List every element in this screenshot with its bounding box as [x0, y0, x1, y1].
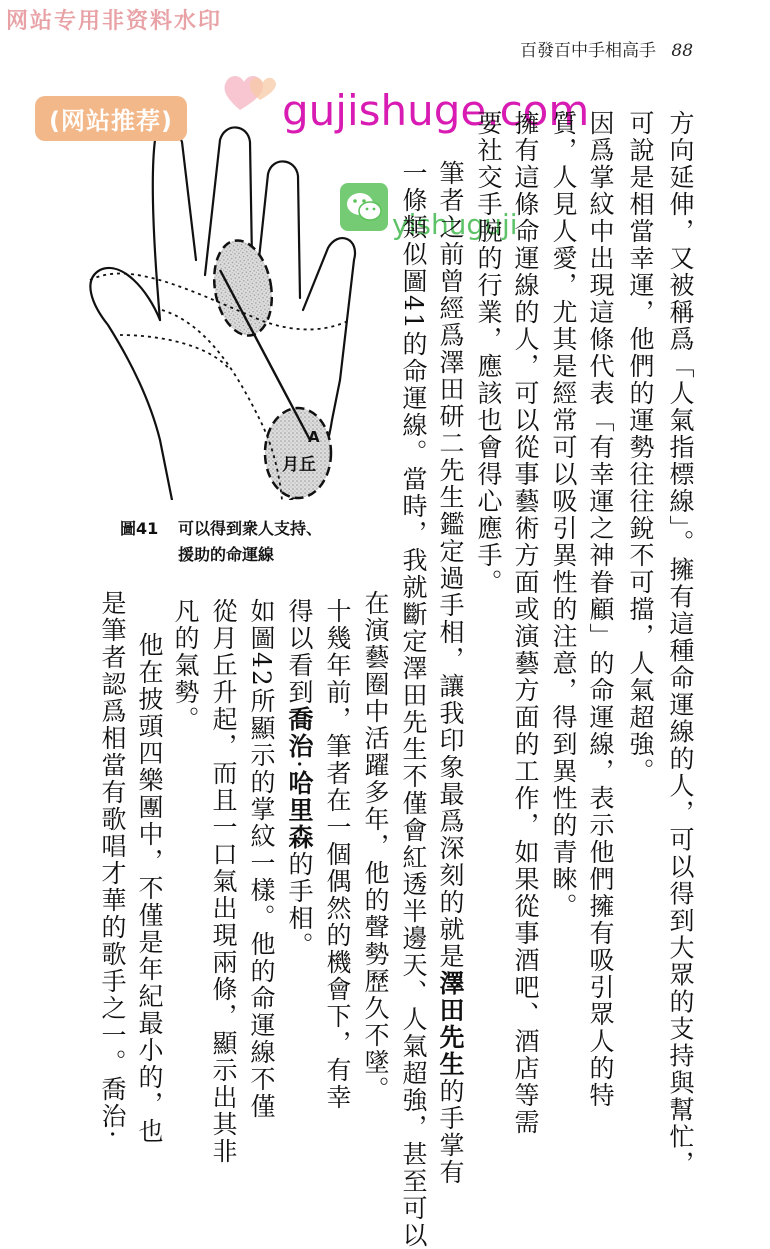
text-column: 可說是相當幸運，他們的運勢往往銳不可擋，人氣超強。: [626, 110, 655, 785]
text-column: 擁有這條命運線的人，可以從事藝術方面或演藝方面的工作，如果從事酒吧、酒店等需: [511, 110, 540, 1136]
text-column: 一條類似圖41的命運線。當時，我就斷定澤田先生不僅會紅透半邊天、人氣超強，甚至可以: [399, 160, 428, 1249]
text-column: 要社交手腕的行業，應該也會得心應手。: [474, 110, 503, 596]
wechat-id: yishuguji: [392, 208, 518, 241]
page-header: [520, 36, 693, 61]
text-column: 因爲掌紋中出現這條代表「有幸運之神眷顧」的命運線，表示他們擁有吸引眾人的特: [586, 110, 615, 1109]
book-title: 百發百中手相高手: [520, 41, 656, 61]
text-column: 他在披頭四樂團中，不僅是年紀最小的，也: [135, 632, 164, 1145]
text-column: 如圖42所顯示的掌紋一樣。他的命運線不僅: [247, 598, 276, 1120]
palm-illustration: [60, 120, 360, 500]
text-column: 從月丘升起，而且一口氣出現兩條，顯示出其非: [209, 598, 238, 1165]
watermark-text: 网站专用非资料水印: [6, 9, 223, 34]
text-column: 在演藝圈中活躍多年，他的聲勢歷久不墜。: [361, 590, 390, 1103]
emphasized-name: 哈里森: [285, 769, 314, 851]
page-number: 88: [671, 41, 694, 61]
wechat-icon: [340, 183, 388, 231]
figure-label: 圖41: [120, 519, 159, 538]
hearts-icon: [222, 70, 282, 114]
mark-a: A: [308, 428, 320, 446]
text-column: 凡的氣勢。: [171, 598, 200, 733]
mount-label: 月丘: [282, 455, 316, 475]
caption-line: 可以得到衆人支持、: [178, 519, 323, 538]
text-column: 得以看到喬治·哈里森的手相。: [285, 598, 314, 959]
site-url: gujishuge.com: [282, 86, 590, 135]
text-column: 筆者之前曾經爲澤田研二先生鑑定過手相，讓我印象最爲深刻的就是澤田先生的手掌有: [436, 160, 465, 1186]
emphasized-name: 喬治: [285, 706, 314, 760]
text-column: 是筆者認爲相當有歌唱才華的歌手之一。喬治·: [98, 590, 127, 1140]
text-column: 十幾年前，筆者在一個偶然的機會下，有幸: [323, 598, 352, 1111]
text-column: 質，人見人愛，尤其是經常可以吸引異性的注意，得到異性的青睞。: [549, 110, 578, 920]
site-badge: (网站推荐): [35, 96, 187, 141]
figure-caption: [178, 516, 322, 568]
text-column: 方向延伸，又被稱爲「人氣指標線」。擁有這種命運線的人，可以得到大眾的支持與幫忙，: [666, 110, 695, 1178]
caption-line: 援助的命運線: [178, 545, 275, 564]
emphasized-name: 澤田先生: [436, 970, 465, 1078]
